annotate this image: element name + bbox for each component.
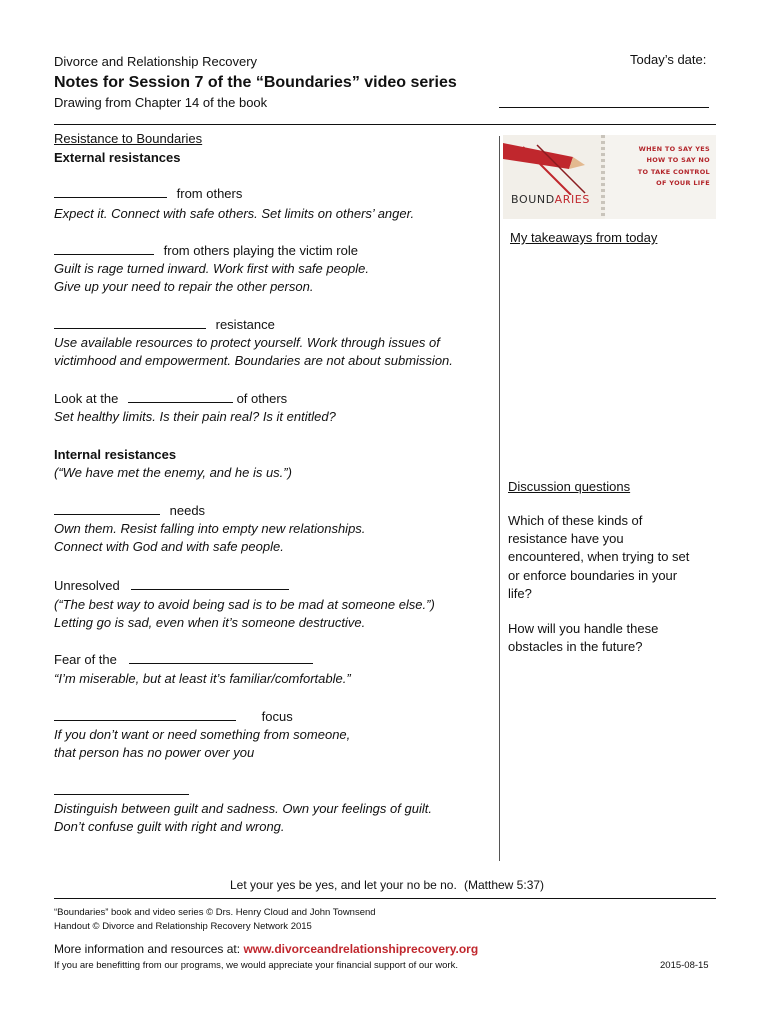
item-prefix: Fear of the — [54, 652, 117, 667]
question-1-line: encountered, when trying to set — [508, 549, 690, 564]
item-note: Own them. Resist falling into empty new relationships. — [54, 521, 366, 536]
more-info-label: More information and resources at: — [54, 942, 241, 956]
item-note: If you don’t want or need something from someone, — [54, 727, 351, 742]
cover-title-part1: BOUND — [511, 193, 555, 206]
question-2-line: obstacles in the future? — [508, 639, 643, 654]
fill-blank[interactable] — [54, 185, 167, 198]
date-label: Today’s date: — [630, 52, 707, 67]
item-note: Connect with God and with safe people. — [54, 539, 284, 554]
item-note: Don’t confuse guilt with right and wrong. — [54, 819, 285, 834]
internal-item-1 — [54, 502, 205, 520]
discussion-heading: Discussion questions — [508, 479, 631, 494]
question-2-line: How will you handle these — [508, 621, 659, 636]
credit-line-2: Handout © Divorce and Relationship Recovery Network 2015 — [54, 921, 312, 932]
fill-blank[interactable] — [54, 502, 160, 515]
item-suffix: resistance — [215, 317, 275, 332]
internal-item-4 — [54, 708, 293, 726]
item-note: Guilt is rage turned inward. Work first with safe people. — [54, 261, 370, 276]
book-cover-image — [503, 135, 716, 219]
website-link[interactable]: www.divorceandrelationshiprecovery.org — [243, 942, 479, 956]
footer-motto-ref: (Matthew 5:37) — [464, 878, 545, 892]
item-suffix: from others playing the victim role — [163, 243, 358, 258]
header-rule — [54, 124, 716, 125]
pencil-graphic — [503, 135, 603, 195]
cover-tagline-2: HOW TO SAY NO — [646, 156, 710, 164]
item-note: “I’m miserable, but at least it’s familiar/comfortable.” — [54, 671, 351, 686]
item-note: Letting go is sad, even when it’s someone destructive. — [54, 615, 366, 630]
item-suffix: of others — [236, 391, 288, 406]
question-1-line: Which of these kinds of — [508, 513, 643, 528]
page-title: Notes for Session 7 of the “Boundaries” video series — [54, 74, 457, 91]
internal-item-3 — [54, 651, 313, 669]
item-suffix: focus — [261, 709, 293, 724]
cover-title-part2: ARIES — [554, 193, 590, 206]
item-suffix: from others — [176, 186, 243, 201]
cover-tagline-4: OF YOUR LIFE — [656, 179, 710, 187]
item-prefix: Look at the — [54, 391, 119, 406]
item-note: that person has no power over you — [54, 745, 255, 760]
item-prefix: Unresolved — [54, 578, 120, 593]
item-note: Use available resources to protect yourself. Work through issues of — [54, 335, 440, 350]
item-note: Distinguish between guilt and sadness. Own your feelings of guilt. — [54, 801, 432, 816]
question-1-line: life? — [508, 586, 532, 601]
date-blank-line — [499, 107, 709, 108]
item-note: Give up your need to repair the other person. — [54, 279, 314, 294]
question-1-line: or enforce boundaries in your — [508, 568, 678, 583]
internal-item-2 — [54, 577, 289, 595]
external-item-1 — [54, 185, 242, 203]
footer-rule — [54, 898, 716, 899]
footer-motto: Let your yes be yes, and let your no be no. — [230, 878, 457, 892]
item-suffix: needs — [169, 503, 206, 518]
document-date: 2015-08-15 — [660, 960, 709, 971]
internal-item-5 — [54, 782, 189, 800]
external-item-4 — [54, 390, 287, 408]
item-note: Expect it. Connect with safe others. Set limits on others’ anger. — [54, 206, 415, 221]
column-divider — [499, 136, 500, 861]
org-name: Divorce and Relationship Recovery — [54, 54, 258, 69]
support-note: If you are benefitting from our programs, we would appreciate your financial support of our work. — [54, 960, 458, 971]
fill-blank[interactable] — [131, 577, 289, 590]
cover-title — [511, 193, 590, 206]
cover-tagline-1: WHEN TO SAY YES — [638, 145, 710, 153]
more-info-line — [54, 942, 478, 956]
fill-blank[interactable] — [54, 242, 154, 255]
section-heading: Resistance to Boundaries — [54, 131, 203, 146]
takeaways-heading: My takeaways from today — [510, 230, 658, 245]
fill-blank[interactable] — [129, 651, 313, 664]
external-item-2 — [54, 242, 358, 260]
fill-blank[interactable] — [54, 316, 206, 329]
cover-tagline-3: TO TAKE CONTROL — [637, 168, 710, 176]
credit-line-1: “Boundaries” book and video series © Drs. Henry Cloud and John Townsend — [54, 907, 376, 918]
question-1-line: resistance have you — [508, 531, 624, 546]
item-note: (“The best way to avoid being sad is to be mad at someone else.”) — [54, 597, 435, 612]
item-note: victimhood and empowerment. Boundaries are not about submission. — [54, 353, 453, 368]
fill-blank[interactable] — [54, 782, 189, 795]
item-note: Set healthy limits. Is their pain real? Is it entitled? — [54, 409, 336, 424]
fill-blank[interactable] — [128, 390, 233, 403]
internal-quote: (“We have met the enemy, and he is us.”) — [54, 465, 292, 480]
internal-heading: Internal resistances — [54, 447, 177, 462]
fill-blank[interactable] — [54, 708, 236, 721]
external-item-3 — [54, 316, 275, 334]
page-subtitle: Drawing from Chapter 14 of the book — [54, 95, 268, 110]
external-heading: External resistances — [54, 150, 181, 165]
